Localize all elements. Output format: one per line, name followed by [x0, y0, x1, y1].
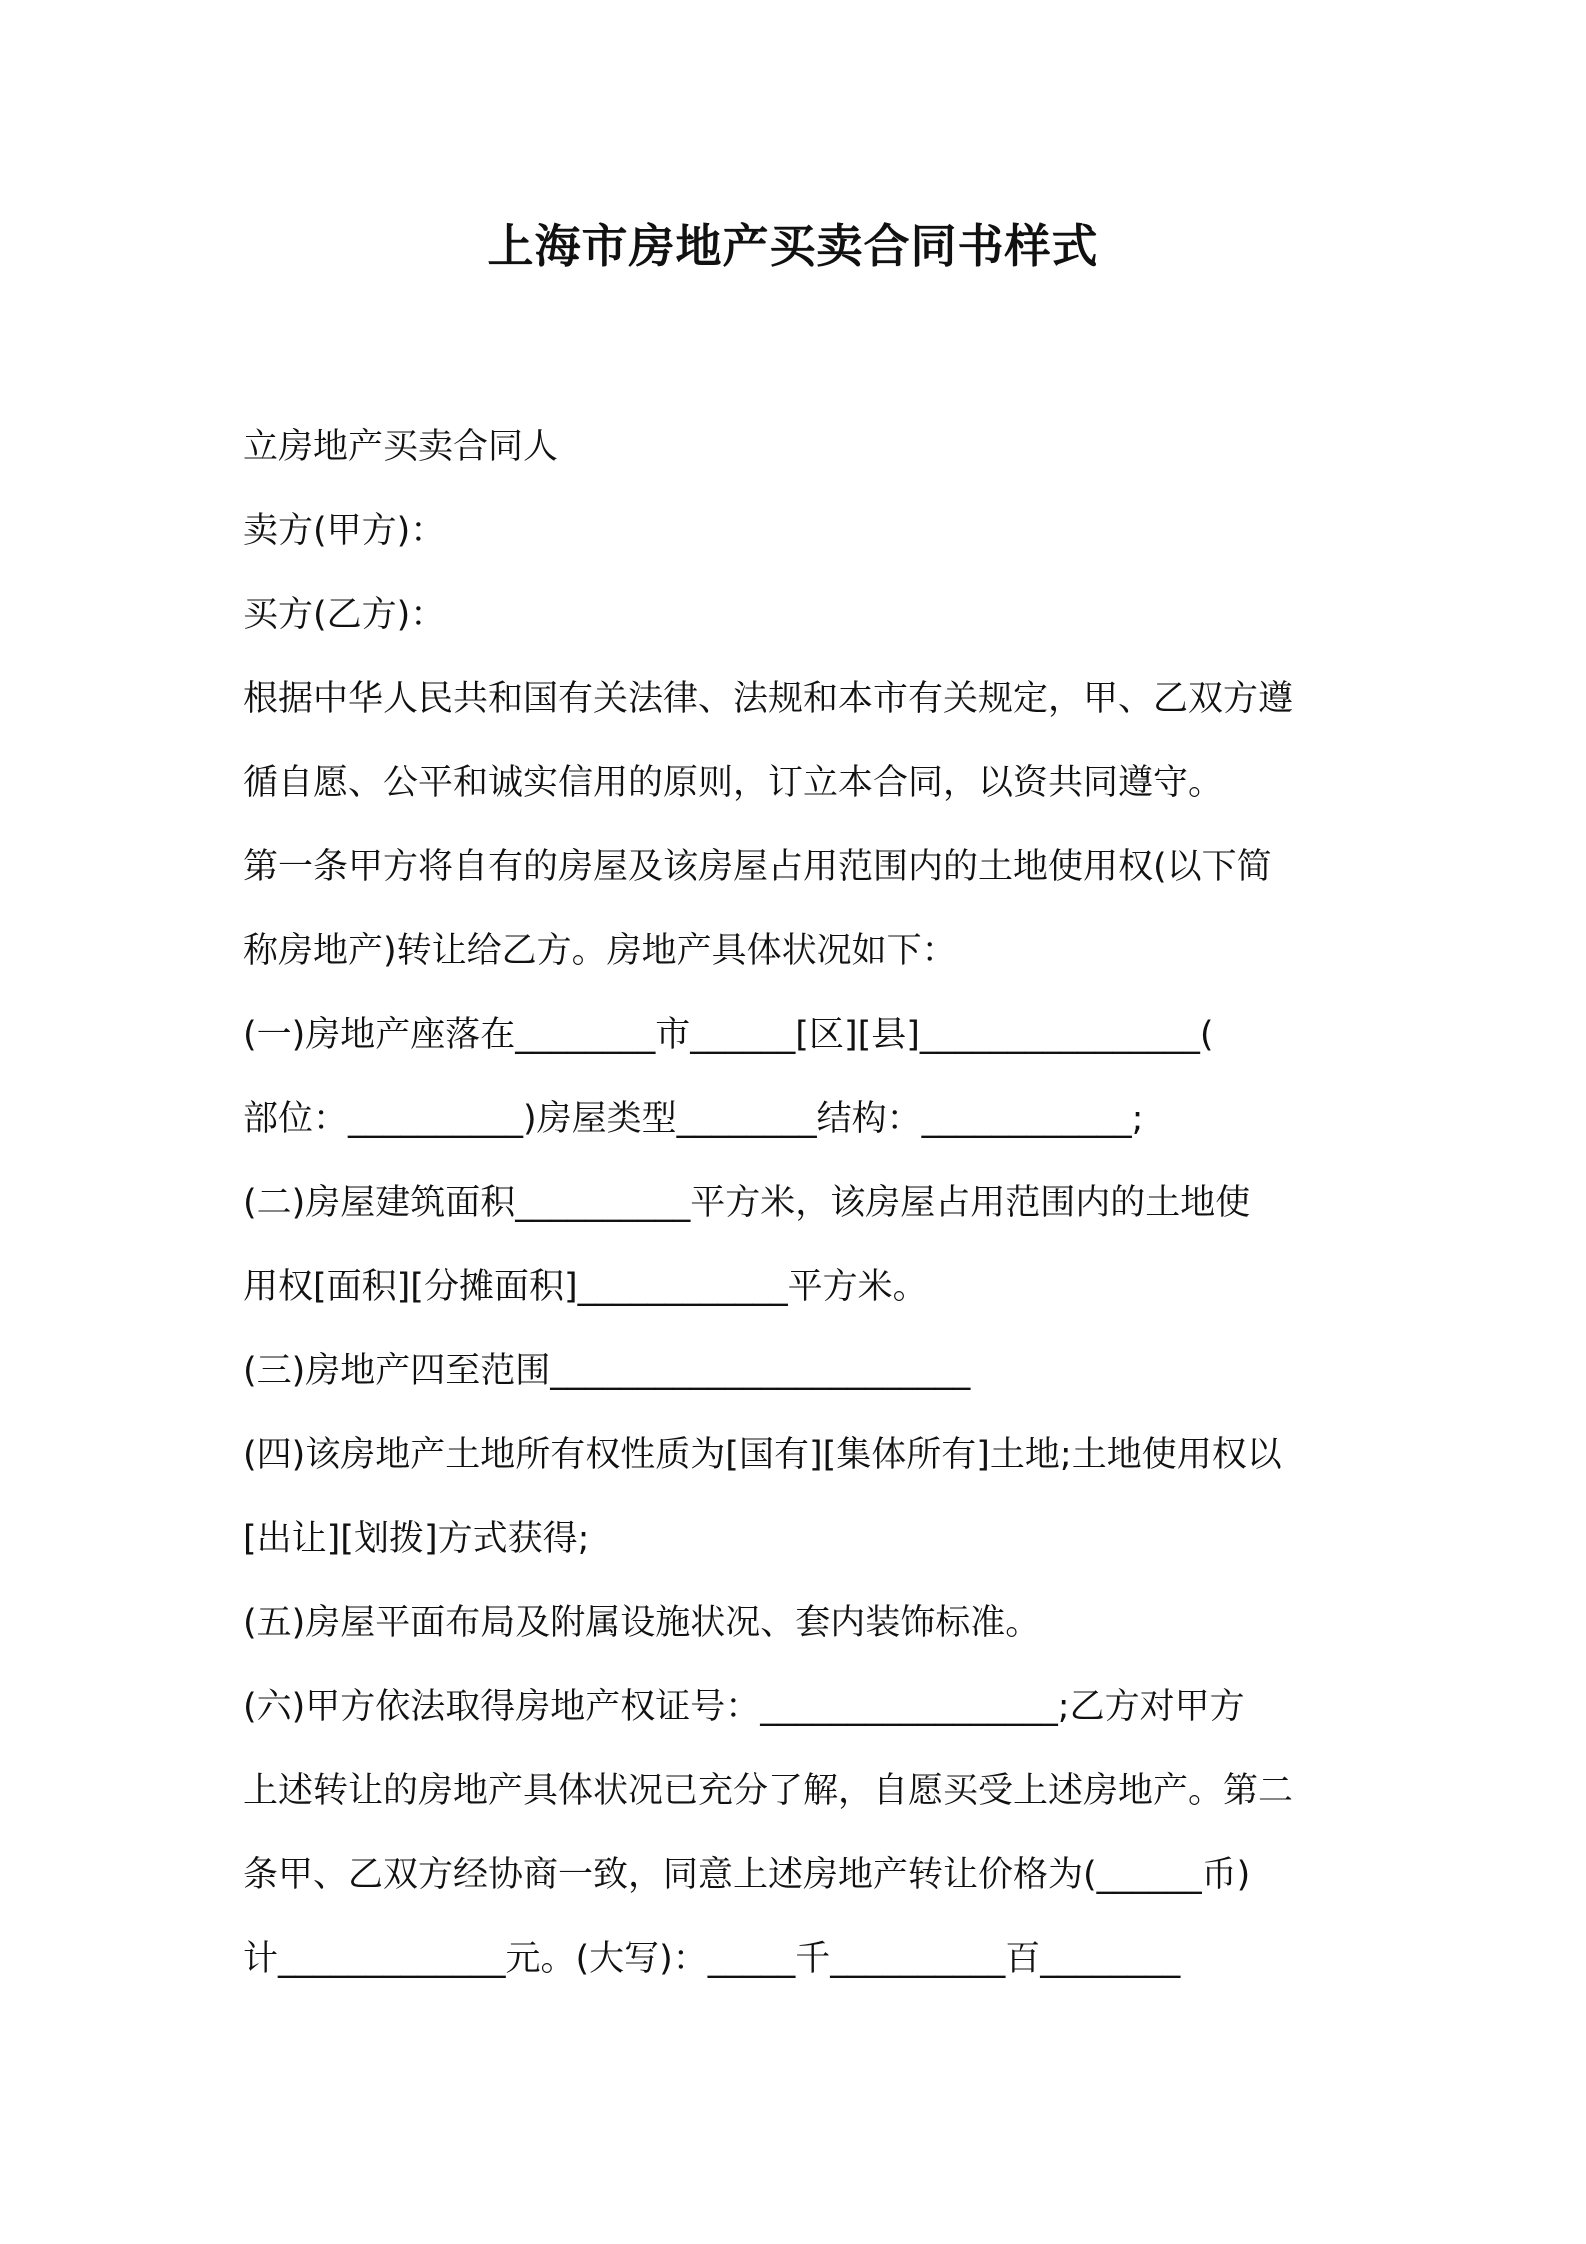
text-line: (四)该房地产土地所有权性质为[国有][集体所有]土地;土地使用权以	[243, 1435, 1282, 1475]
text-line: 买方(乙方)：	[243, 595, 446, 635]
text-line: 立房地产买卖合同人	[243, 427, 559, 467]
text-line: 计_____________元。(大写)：_____千__________百________	[243, 1939, 1181, 1979]
text-line: 用权[面积][分摊面积]____________平方米。	[243, 1267, 928, 1307]
text-line: 卖方(甲方)：	[243, 511, 446, 551]
text-line: 称房地产)转让给乙方。房地产具体状况如下：	[243, 931, 957, 971]
text-line: 第一条甲方将自有的房屋及该房屋占用范围内的土地使用权(以下简	[243, 847, 1272, 887]
text-line: [出让][划拨]方式获得;	[243, 1519, 590, 1559]
document-title: 上海市房地产买卖合同书样式	[487, 219, 1099, 273]
text-line: 上述转让的房地产具体状况已充分了解，自愿买受上述房地产。第二	[243, 1771, 1294, 1811]
contract-body	[243, 405, 1373, 2001]
text-line: (一)房地产座落在________市______[区][县]________________(	[243, 1015, 1214, 1055]
text-line: (三)房地产四至范围________________________	[243, 1351, 971, 1391]
text-line: 循自愿、公平和诚实信用的原则，订立本合同，以资共同遵守。	[243, 763, 1224, 803]
text-line: (二)房屋建筑面积__________平方米，该房屋占用范围内的土地使	[243, 1183, 1251, 1223]
text-line: (六)甲方依法取得房地产权证号：_________________;乙方对甲方	[243, 1687, 1245, 1727]
text-line: 根据中华人民共和国有关法律、法规和本市有关规定，甲、乙双方遵	[243, 679, 1294, 719]
text-line: (五)房屋平面布局及附属设施状况、套内装饰标准。	[243, 1603, 1041, 1643]
text-line: 部位：__________)房屋类型________结构：____________;	[243, 1099, 1144, 1139]
text-line: 条甲、乙双方经协商一致，同意上述房地产转让价格为(______币)	[243, 1855, 1251, 1895]
